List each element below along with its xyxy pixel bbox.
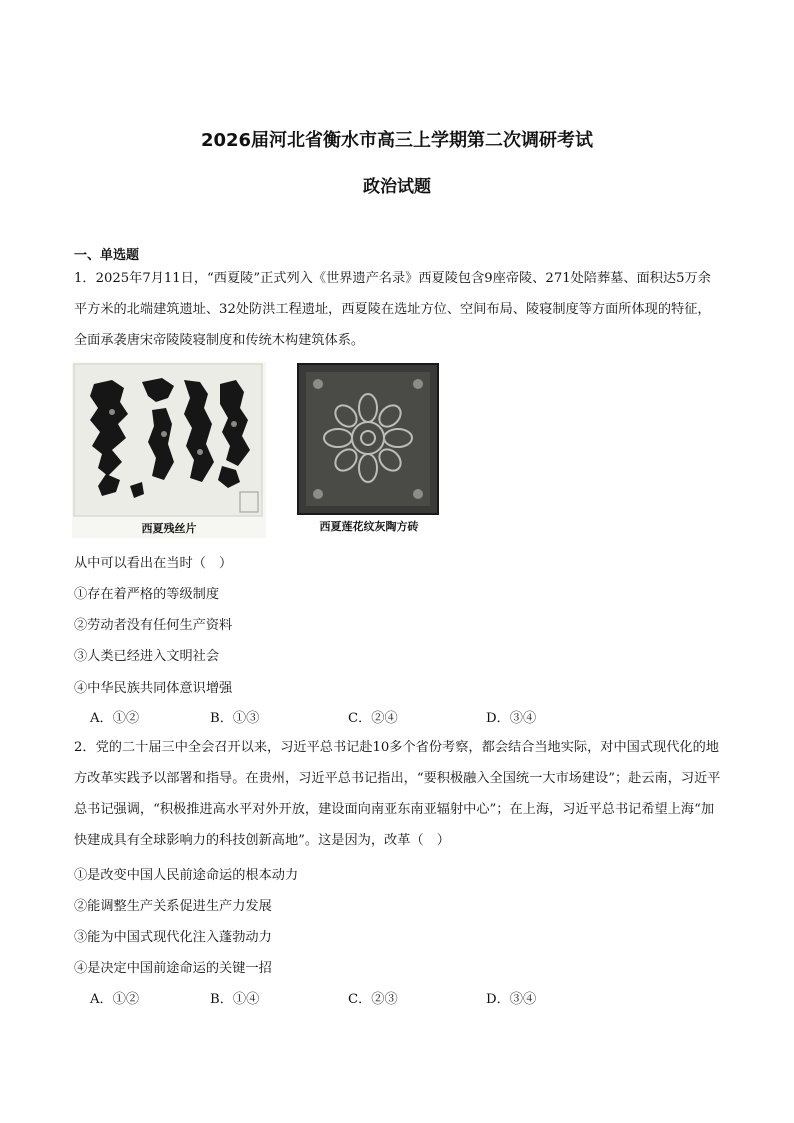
question-2-option-a[interactable]: A．①②	[90, 992, 140, 1007]
lotus-brick-image	[294, 360, 444, 538]
silk-fragments-image	[72, 362, 266, 538]
section-heading: 一、单选题	[74, 248, 140, 263]
question-1-option-d[interactable]: D．③④	[486, 711, 537, 726]
question-2-option-c[interactable]: C．②③	[348, 992, 398, 1007]
question-1-option-a[interactable]: A．①②	[90, 711, 140, 726]
figure-silk-caption: 西夏残丝片	[141, 522, 197, 535]
question-2-statement-4: ④是决定中国前途命运的关键一招	[74, 961, 272, 976]
question-2-statement-1: ①是改变中国人民前途命运的根本动力	[74, 868, 299, 883]
question-1-statement-3: ③人类已经进入文明社会	[74, 649, 220, 664]
question-1-option-c[interactable]: C．②④	[348, 711, 398, 726]
figure-silk-fragments	[72, 362, 266, 538]
figure-lotus-caption: 西夏莲花纹灰陶方砖	[319, 520, 419, 533]
exam-title: 2026届河北省衡水市高三上学期第二次调研考试	[200, 130, 594, 151]
question-1-statement-2: ②劳动者没有任何生产资料	[74, 618, 233, 633]
question-2-statement-3: ③能为中国式现代化注入蓬勃动力	[74, 930, 272, 945]
question-2-option-b[interactable]: B．①④	[210, 992, 260, 1007]
question-1-statement-4: ④中华民族共同体意识增强	[74, 681, 233, 696]
question-2-stem: 2．党的二十届三中全会召开以来，习近平总书记赴10多个省份考察，都会结合当地实际，对中国式现代化的地方改革实践予以部署和指导。在贵州，习近平总书记指出，“要积极融入全国统一大市场建设”；赴云南，习近平总书记强调，“积极推进高水平对外开放，建设面向南亚东南亚辐射中心”；在上海，习近平总书记希望上海“加快建成具有全球影响力的科技创新高地”。这是因为，改革（ ）	[74, 740, 721, 848]
question-1-stem: 1．2025年7月11日，“西夏陵”正式列入《世界遗产名录》西夏陵包含9座帝陵、271处陪葬墓、面积达5万余平方米的北端建筑遗址、32处防洪工程遗址，西夏陵在选址方位、空间布局、陵寝制度等方面所体现的特征，全面承袭唐宋帝陵陵寝制度和传统木构建筑体系。	[74, 271, 711, 348]
question-2-option-d[interactable]: D．③④	[486, 992, 537, 1007]
figure-lotus-brick	[294, 360, 444, 538]
question-1-prompt: 从中可以看出在当时（ ）	[74, 556, 233, 571]
exam-subtitle: 政治试题	[363, 177, 431, 197]
question-2-statement-2: ②能调整生产关系促进生产力发展	[74, 899, 272, 914]
question-1-option-b[interactable]: B．①③	[210, 711, 260, 726]
question-1-statement-1: ①存在着严格的等级制度	[74, 587, 220, 602]
